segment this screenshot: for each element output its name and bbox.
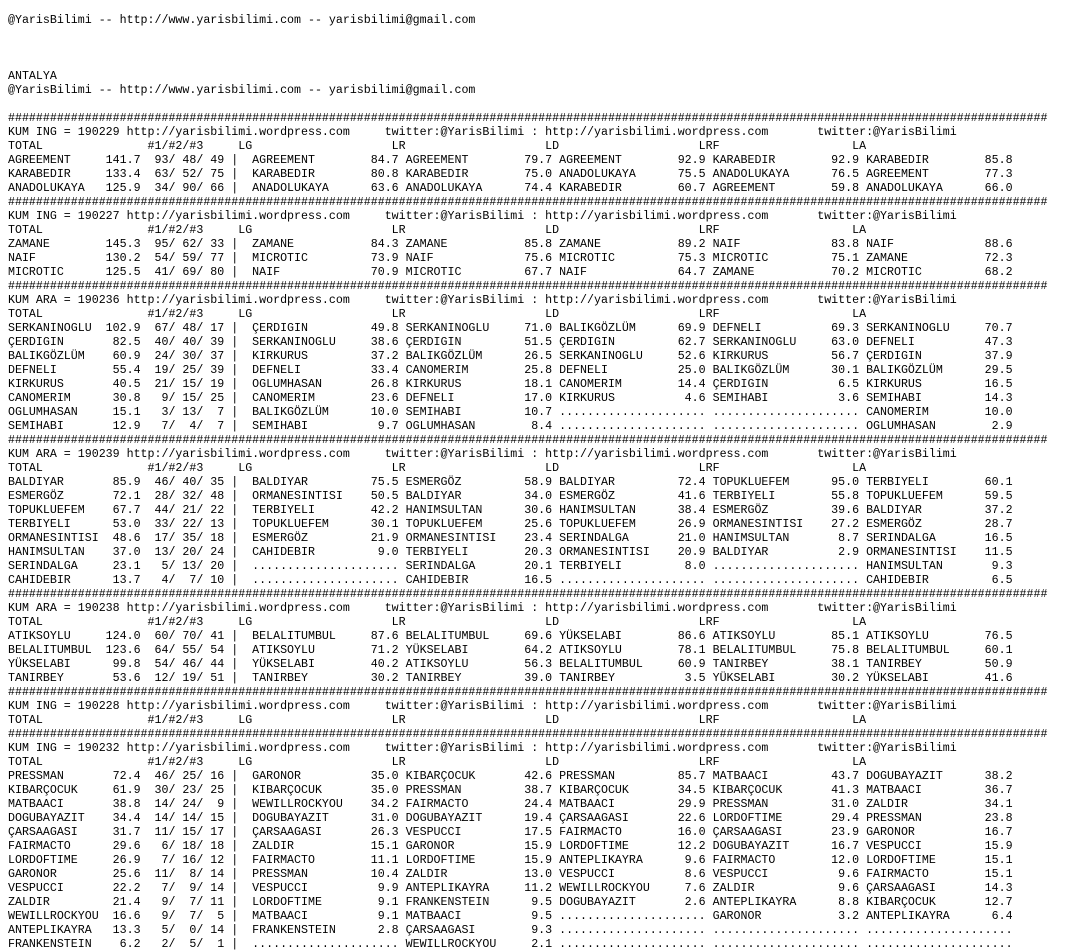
blank-line xyxy=(8,0,1047,14)
race-stats-document xyxy=(8,0,1047,952)
runner-row: DEFNELI 55.4 19/ 25/ 39 | DEFNELI 33.4 CANOMERIM 25.8 DEFNELI 25.0 BALIKGÖZLÜM 30.1 BALIKGÖZLÜM 29.5 xyxy=(8,364,1013,377)
race-header: KUM ARA = 190236 http://yarisbilimi.wordpress.com twitter:@YarisBilimi : http://yarisbilimi.wordpress.com twitter:@YarisBilimi xyxy=(8,294,957,307)
runner-row: TERBIYELI 53.0 33/ 22/ 13 | TOPUKLUEFEM 30.1 TOPUKLUEFEM 25.6 TOPUKLUEFEM 26.9 ORMANESINTISI 27.2 ESMERGÖZ 28.7 xyxy=(8,518,1013,531)
runner-row: PRESSMAN 72.4 46/ 25/ 16 | GARONOR 35.0 KIBARÇOCUK 42.6 PRESSMAN 85.7 MATBAACI 43.7 DOGUBAYAZIT 38.2 xyxy=(8,770,1013,783)
runner-row: FAIRMACTO 29.6 6/ 18/ 18 | ZALDIR 15.1 GARONOR 15.9 LORDOFTIME 12.2 DOGUBAYAZIT 16.7 VESPUCCI 15.9 xyxy=(8,840,1013,853)
column-header-row: TOTAL #1/#2/#3 LG LR LD LRF LA xyxy=(8,616,867,629)
column-header-row: TOTAL #1/#2/#3 LG LR LD LRF LA xyxy=(8,714,867,727)
race-header: KUM ING = 190228 http://yarisbilimi.wordpress.com twitter:@YarisBilimi : http://yarisbilimi.wordpress.com twitter:@YarisBilimi xyxy=(8,700,957,713)
runner-row: SEMIHABI 12.9 7/ 4/ 7 | SEMIHABI 9.7 OGLUMHASAN 8.4 ..................... ..................... OGLUMHASAN 2.9 xyxy=(8,420,1013,433)
separator-line: ##################################################################################################################################################### xyxy=(8,686,1048,699)
race-header: KUM ING = 190232 http://yarisbilimi.wordpress.com twitter:@YarisBilimi : http://yarisbilimi.wordpress.com twitter:@YarisBilimi xyxy=(8,742,957,755)
location-credit-line: @YarisBilimi -- http://www.yarisbilimi.com -- yarisbilimi@gmail.com xyxy=(8,84,476,97)
runner-row: BALDIYAR 85.9 46/ 40/ 35 | BALDIYAR 75.5 ESMERGÖZ 58.9 BALDIYAR 72.4 TOPUKLUEFEM 95.0 TERBIYELI 60.1 xyxy=(8,476,1013,489)
runner-row: ZALDIR 21.4 9/ 7/ 11 | LORDOFTIME 9.1 FRANKENSTEIN 9.5 DOGUBAYAZIT 2.6 ANTEPLIKAYRA 8.8 KIBARÇOCUK 12.7 xyxy=(8,896,1013,909)
runner-row: WEWILLROCKYOU 16.6 9/ 7/ 5 | MATBAACI 9.1 MATBAACI 9.5 ..................... GARONOR 3.2 ANTEPLIKAYRA 6.4 xyxy=(8,910,1013,923)
runner-row: ORMANESINTISI 48.6 17/ 35/ 18 | ESMERGÖZ 21.9 ORMANESINTISI 23.4 SERINDALGA 21.0 HANIMSULTAN 8.7 SERINDALGA 16.5 xyxy=(8,532,1013,545)
runner-row: OGLUMHASAN 15.1 3/ 13/ 7 | BALIKGÖZLÜM 10.0 SEMIHABI 10.7 ..................... ..................... CANOMERIM 10.0 xyxy=(8,406,1013,419)
column-header-row: TOTAL #1/#2/#3 LG LR LD LRF LA xyxy=(8,756,867,769)
blank-line xyxy=(8,56,1047,70)
runner-row: CAHIDEBIR 13.7 4/ 7/ 10 | ..................... CAHIDEBIR 16.5 ..................... ..................... CAHIDEBIR 6.5 xyxy=(8,574,1013,587)
separator-line: ##################################################################################################################################################### xyxy=(8,196,1048,209)
separator-line: ##################################################################################################################################################### xyxy=(8,112,1048,125)
separator-line: ##################################################################################################################################################### xyxy=(8,434,1048,447)
runner-row: AGREEMENT 141.7 93/ 48/ 49 | AGREEMENT 84.7 AGREEMENT 79.7 AGREEMENT 92.9 KARABEDIR 92.9 KARABEDIR 85.8 xyxy=(8,154,1013,167)
runner-row: ZAMANE 145.3 95/ 62/ 33 | ZAMANE 84.3 ZAMANE 85.8 ZAMANE 89.2 NAIF 83.8 NAIF 88.6 xyxy=(8,238,1013,251)
runner-row: ÇARSAAGASI 31.7 11/ 15/ 17 | ÇARSAAGASI 26.3 VESPUCCI 17.5 FAIRMACTO 16.0 ÇARSAAGASI 23.9 GARONOR 16.7 xyxy=(8,826,1013,839)
column-header-row: TOTAL #1/#2/#3 LG LR LD LRF LA xyxy=(8,140,867,153)
runner-row: VESPUCCI 22.2 7/ 9/ 14 | VESPUCCI 9.9 ANTEPLIKAYRA 11.2 WEWILLROCKYOU 7.6 ZALDIR 9.6 ÇARSAAGASI 14.3 xyxy=(8,882,1013,895)
runner-row: TOPUKLUEFEM 67.7 44/ 21/ 22 | TERBIYELI 42.2 HANIMSULTAN 30.6 HANIMSULTAN 38.4 ESMERGÖZ 39.6 BALDIYAR 37.2 xyxy=(8,504,1013,517)
runner-row: HANIMSULTAN 37.0 13/ 20/ 24 | CAHIDEBIR 9.0 TERBIYELI 20.3 ORMANESINTISI 20.9 BALDIYAR 2.9 ORMANESINTISI 11.5 xyxy=(8,546,1013,559)
race-header: KUM ARA = 190238 http://yarisbilimi.wordpress.com twitter:@YarisBilimi : http://yarisbilimi.wordpress.com twitter:@YarisBilimi xyxy=(8,602,957,615)
runner-row: NAIF 130.2 54/ 59/ 77 | MICROTIC 73.9 NAIF 75.6 MICROTIC 75.3 MICROTIC 75.1 ZAMANE 72.3 xyxy=(8,252,1013,265)
runner-row: ANTEPLIKAYRA 13.3 5/ 0/ 14 | FRANKENSTEIN 2.8 ÇARSAAGASI 9.3 ..................... ..................... ..................... xyxy=(8,924,1013,937)
separator-line: ##################################################################################################################################################### xyxy=(8,588,1048,601)
runner-row: ESMERGÖZ 72.1 28/ 32/ 48 | ORMANESINTISI 50.5 BALDIYAR 34.0 ESMERGÖZ 41.6 TERBIYELI 55.8 TOPUKLUEFEM 59.5 xyxy=(8,490,1013,503)
separator-line: ##################################################################################################################################################### xyxy=(8,728,1048,741)
race-header: KUM ING = 190229 http://yarisbilimi.wordpress.com twitter:@YarisBilimi : http://yarisbilimi.wordpress.com twitter:@YarisBilimi xyxy=(8,126,957,139)
race-header: KUM ARA = 190239 http://yarisbilimi.wordpress.com twitter:@YarisBilimi : http://yarisbilimi.wordpress.com twitter:@YarisBilimi xyxy=(8,448,957,461)
blank-line xyxy=(8,42,1047,56)
blank-line xyxy=(8,98,1047,112)
runner-row: DOGUBAYAZIT 34.4 14/ 14/ 15 | DOGUBAYAZIT 31.0 DOGUBAYAZIT 19.4 ÇARSAAGASI 22.6 LORDOFTIME 29.4 PRESSMAN 23.8 xyxy=(8,812,1013,825)
runner-row: MICROTIC 125.5 41/ 69/ 80 | NAIF 70.9 MICROTIC 67.7 NAIF 64.7 ZAMANE 70.2 MICROTIC 68.2 xyxy=(8,266,1013,279)
runner-row: ÇERDIGIN 82.5 40/ 40/ 39 | SERKANINOGLU 38.6 ÇERDIGIN 51.5 ÇERDIGIN 62.7 SERKANINOGLU 63.0 DEFNELI 47.3 xyxy=(8,336,1013,349)
separator-line: ##################################################################################################################################################### xyxy=(8,280,1048,293)
runner-row: GARONOR 25.6 11/ 8/ 14 | PRESSMAN 10.4 ZALDIR 13.0 VESPUCCI 8.6 VESPUCCI 9.6 FAIRMACTO 15.1 xyxy=(8,868,1013,881)
runner-row: BALIKGÖZLÜM 60.9 24/ 30/ 37 | KIRKURUS 37.2 BALIKGÖZLÜM 26.5 SERKANINOGLU 52.6 KIRKURUS 56.7 ÇERDIGIN 37.9 xyxy=(8,350,1013,363)
runner-row: ANADOLUKAYA 125.9 34/ 90/ 66 | ANADOLUKAYA 63.6 ANADOLUKAYA 74.4 KARABEDIR 60.7 AGREEMENT 59.8 ANADOLUKAYA 66.0 xyxy=(8,182,1013,195)
runner-row: CANOMERIM 30.8 9/ 15/ 25 | CANOMERIM 23.6 DEFNELI 17.0 KIRKURUS 4.6 SEMIHABI 3.6 SEMIHABI 14.3 xyxy=(8,392,1013,405)
race-header: KUM ING = 190227 http://yarisbilimi.wordpress.com twitter:@YarisBilimi : http://yarisbilimi.wordpress.com twitter:@YarisBilimi xyxy=(8,210,957,223)
column-header-row: TOTAL #1/#2/#3 LG LR LD LRF LA xyxy=(8,308,867,321)
city-name: ANTALYA xyxy=(8,70,57,83)
blank-line xyxy=(8,28,1047,42)
column-header-row: TOTAL #1/#2/#3 LG LR LD LRF LA xyxy=(8,224,867,237)
runner-row: MATBAACI 38.8 14/ 24/ 9 | WEWILLROCKYOU 34.2 FAIRMACTO 24.4 MATBAACI 29.9 PRESSMAN 31.0 ZALDIR 34.1 xyxy=(8,798,1013,811)
runner-row: KARABEDIR 133.4 63/ 52/ 75 | KARABEDIR 80.8 KARABEDIR 75.0 ANADOLUKAYA 75.5 ANADOLUKAYA 76.5 AGREEMENT 77.3 xyxy=(8,168,1013,181)
runner-row: SERINDALGA 23.1 5/ 13/ 20 | ..................... SERINDALGA 20.1 TERBIYELI 8.0 ..................... HANIMSULTAN 9.3 xyxy=(8,560,1013,573)
runner-row: FRANKENSTEIN 6.2 2/ 5/ 1 | ..................... WEWILLROCKYOU 2.1 ..................... ..................... ..................... xyxy=(8,938,1013,951)
runner-row: SERKANINOGLU 102.9 67/ 48/ 17 | ÇERDIGIN 49.8 SERKANINOGLU 71.0 BALIKGÖZLÜM 69.9 DEFNELI 69.3 SERKANINOGLU 70.7 xyxy=(8,322,1013,335)
header-credit-line: @YarisBilimi -- http://www.yarisbilimi.com -- yarisbilimi@gmail.com xyxy=(8,14,476,27)
runner-row: KIRKURUS 40.5 21/ 15/ 19 | OGLUMHASAN 26.8 KIRKURUS 18.1 CANOMERIM 14.4 ÇERDIGIN 6.5 KIRKURUS 16.5 xyxy=(8,378,1013,391)
runner-row: BELALITUMBUL 123.6 64/ 55/ 54 | ATIKSOYLU 71.2 YÜKSELABI 64.2 ATIKSOYLU 78.1 BELALITUMBUL 75.8 BELALITUMBUL 60.1 xyxy=(8,644,1013,657)
runner-row: ATIKSOYLU 124.0 60/ 70/ 41 | BELALITUMBUL 87.6 BELALITUMBUL 69.6 YÜKSELABI 86.6 ATIKSOYLU 85.1 ATIKSOYLU 76.5 xyxy=(8,630,1013,643)
column-header-row: TOTAL #1/#2/#3 LG LR LD LRF LA xyxy=(8,462,867,475)
runner-row: YÜKSELABI 99.8 54/ 46/ 44 | YÜKSELABI 40.2 ATIKSOYLU 56.3 BELALITUMBUL 60.9 TANIRBEY 38.1 TANIRBEY 50.9 xyxy=(8,658,1013,671)
runner-row: LORDOFTIME 26.9 7/ 16/ 12 | FAIRMACTO 11.1 LORDOFTIME 15.9 ANTEPLIKAYRA 9.6 FAIRMACTO 12.0 LORDOFTIME 15.1 xyxy=(8,854,1013,867)
runner-row: KIBARÇOCUK 61.9 30/ 23/ 25 | KIBARÇOCUK 35.0 PRESSMAN 38.7 KIBARÇOCUK 34.5 KIBARÇOCUK 41.3 MATBAACI 36.7 xyxy=(8,784,1013,797)
runner-row: TANIRBEY 53.6 12/ 19/ 51 | TANIRBEY 30.2 TANIRBEY 39.0 TANIRBEY 3.5 YÜKSELABI 30.2 YÜKSELABI 41.6 xyxy=(8,672,1013,685)
